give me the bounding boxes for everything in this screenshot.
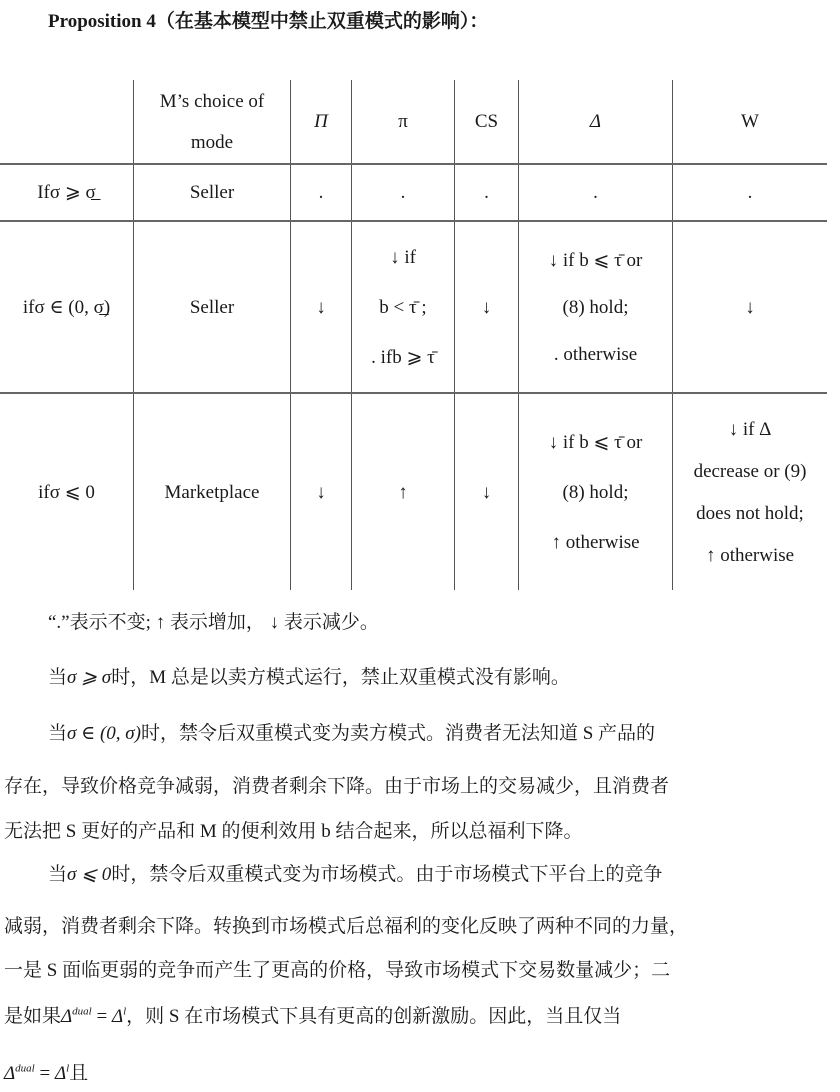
header-Delta-text: Δ	[589, 111, 602, 132]
row1-W	[673, 165, 827, 220]
row1-Pi	[291, 165, 351, 220]
delta-symbol: Δ	[61, 1006, 73, 1027]
legend-note: “.”表示不变; ↑ 表示增加， ↓ 表示减少。	[48, 612, 379, 633]
p5-post: 时，禁令后双重模式变为市场模式。由于市场模式下平台上的竞争	[111, 864, 663, 885]
row2-pi-line3: . ifb ⩾ τ̄	[371, 346, 435, 368]
p2-pre: 当	[48, 723, 68, 744]
p8-post: ，则 S 在市场模式下具有更高的创新激励。因此，当且仅当	[126, 1006, 622, 1027]
row2-pi-line2: b < τ̄ ;	[379, 296, 427, 318]
sup-l: l	[66, 1062, 70, 1075]
row1-mode-text: Seller	[189, 182, 235, 203]
sup-l: l	[123, 1005, 127, 1018]
p8-pre: 是如果	[4, 1006, 62, 1027]
header-pi-text: π	[398, 111, 408, 132]
header-W-text: W	[741, 111, 759, 132]
row3-Pi	[291, 394, 351, 590]
header-CS-text: CS	[474, 111, 499, 132]
row2-Delta-line1: ↓ if b ⩽ τ̄ or	[548, 249, 643, 271]
header-pi	[352, 80, 454, 163]
paragraph-3-line4	[4, 1001, 621, 1028]
p1-pre: 当	[48, 667, 68, 688]
row3-pi	[352, 394, 454, 590]
paragraph-3-line2: 减弱，消费者剩余下降。转换到市场模式后总福利的变化反映了两种不同的力量，	[4, 916, 689, 937]
row1-Delta-text: .	[593, 182, 598, 203]
row1-CS	[455, 165, 518, 220]
row3-W-line1: ↓ if Δ	[728, 418, 772, 440]
header-CS	[455, 80, 518, 163]
p2-math: σ ∈ (0, σ)	[67, 723, 141, 744]
p5-pre: 当	[48, 864, 68, 885]
header-Pi-text: Π	[314, 111, 328, 132]
header-mode-line1: M’s choice of	[159, 90, 265, 112]
p5-math: σ ⩽ 0	[67, 864, 112, 885]
row2-Delta	[519, 222, 672, 392]
row3-Pi-text: ↓	[316, 481, 326, 503]
row3-Delta-line1: ↓ if b ⩽ τ̄ or	[548, 431, 643, 453]
row1-Pi-text: .	[318, 182, 324, 203]
header-Pi	[291, 80, 351, 163]
row2-CS	[455, 222, 518, 392]
row3-W	[673, 394, 827, 590]
row2-Pi	[291, 222, 351, 392]
row2-Delta-line3: . otherwise	[553, 343, 638, 365]
delta-symbol: Δ	[54, 1063, 67, 1084]
row2-condition-text: ifσ ∈ (0, σ̲)	[22, 296, 111, 318]
paragraph-1	[48, 662, 570, 689]
row3-condition	[0, 394, 133, 590]
row3-pi-text: ↑	[398, 481, 408, 503]
row2-pi	[352, 222, 454, 392]
row1-pi	[352, 165, 454, 220]
p1-post: 时，M 总是以卖方模式运行，禁止双重模式没有影响。	[111, 667, 570, 688]
paragraph-2-line2: 存在，导致价格竞争减弱，消费者剩余下降。由于市场上的交易减少，且消费者	[4, 776, 670, 797]
row3-condition-text: ifσ ⩽ 0	[38, 481, 95, 503]
row2-condition	[0, 222, 133, 392]
row3-CS-text: ↓	[481, 481, 492, 503]
p2-post: 时，禁令后双重模式变为卖方模式。消费者无法知道 S 产品的	[140, 723, 656, 744]
row1-pi-text: .	[400, 182, 406, 203]
row2-CS-text: ↓	[481, 296, 492, 318]
row2-Delta-line2: (8) hold;	[562, 296, 629, 318]
row3-mode-text: Marketplace	[164, 481, 260, 503]
paragraph-2-line3: 无法把 S 更好的产品和 M 的便利效用 b 结合起来，所以总福利下降。	[4, 821, 583, 842]
header-Delta	[519, 80, 672, 163]
row3-Delta	[519, 394, 672, 590]
row2-mode	[134, 222, 290, 392]
row1-condition	[0, 165, 133, 220]
row3-Delta-line2: (8) hold;	[562, 481, 629, 503]
row3-W-line2: decrease or (9)	[693, 460, 807, 482]
delta-symbol: Δ	[4, 1063, 16, 1084]
row1-Delta	[519, 165, 672, 220]
sup-dual: dual	[72, 1005, 92, 1018]
delta-symbol: Δ	[111, 1006, 124, 1027]
row2-pi-line1: ↓ if	[390, 246, 416, 268]
equals: =	[34, 1063, 55, 1084]
row1-mode	[134, 165, 290, 220]
row2-W	[673, 222, 827, 392]
paragraph-3-line3: 一是 S 面临更弱的竞争而产生了更高的价格，导致市场模式下交易数量减少；二	[4, 960, 671, 981]
equals: =	[91, 1006, 112, 1027]
header-mode	[134, 80, 290, 163]
paragraph-3-line5	[4, 1058, 88, 1085]
p9-post: 且	[69, 1063, 89, 1084]
p1-math: σ ⩾ σ	[67, 667, 112, 688]
paragraph-3-line1	[48, 859, 662, 886]
header-mode-line2: mode	[190, 131, 234, 153]
row3-W-line4: ↑ otherwise	[705, 544, 795, 566]
row1-CS-text: .	[484, 182, 489, 203]
paragraph-2-line1	[48, 718, 655, 745]
row3-mode	[134, 394, 290, 590]
row1-condition-text: Ifσ ⩾ σ̲	[37, 182, 96, 203]
row1-W-text: .	[747, 182, 753, 203]
row2-W-text: ↓	[745, 296, 755, 318]
header-W	[673, 80, 827, 163]
row3-CS	[455, 394, 518, 590]
row2-Pi-text: ↓	[316, 296, 326, 318]
sup-dual: dual	[15, 1062, 35, 1075]
row3-W-line3: does not hold;	[696, 502, 804, 524]
row2-mode-text: Seller	[189, 296, 235, 318]
page-title: Proposition 4（在基本模型中禁止双重模式的影响）：	[48, 11, 489, 32]
row3-Delta-line3: ↑ otherwise	[551, 531, 640, 553]
